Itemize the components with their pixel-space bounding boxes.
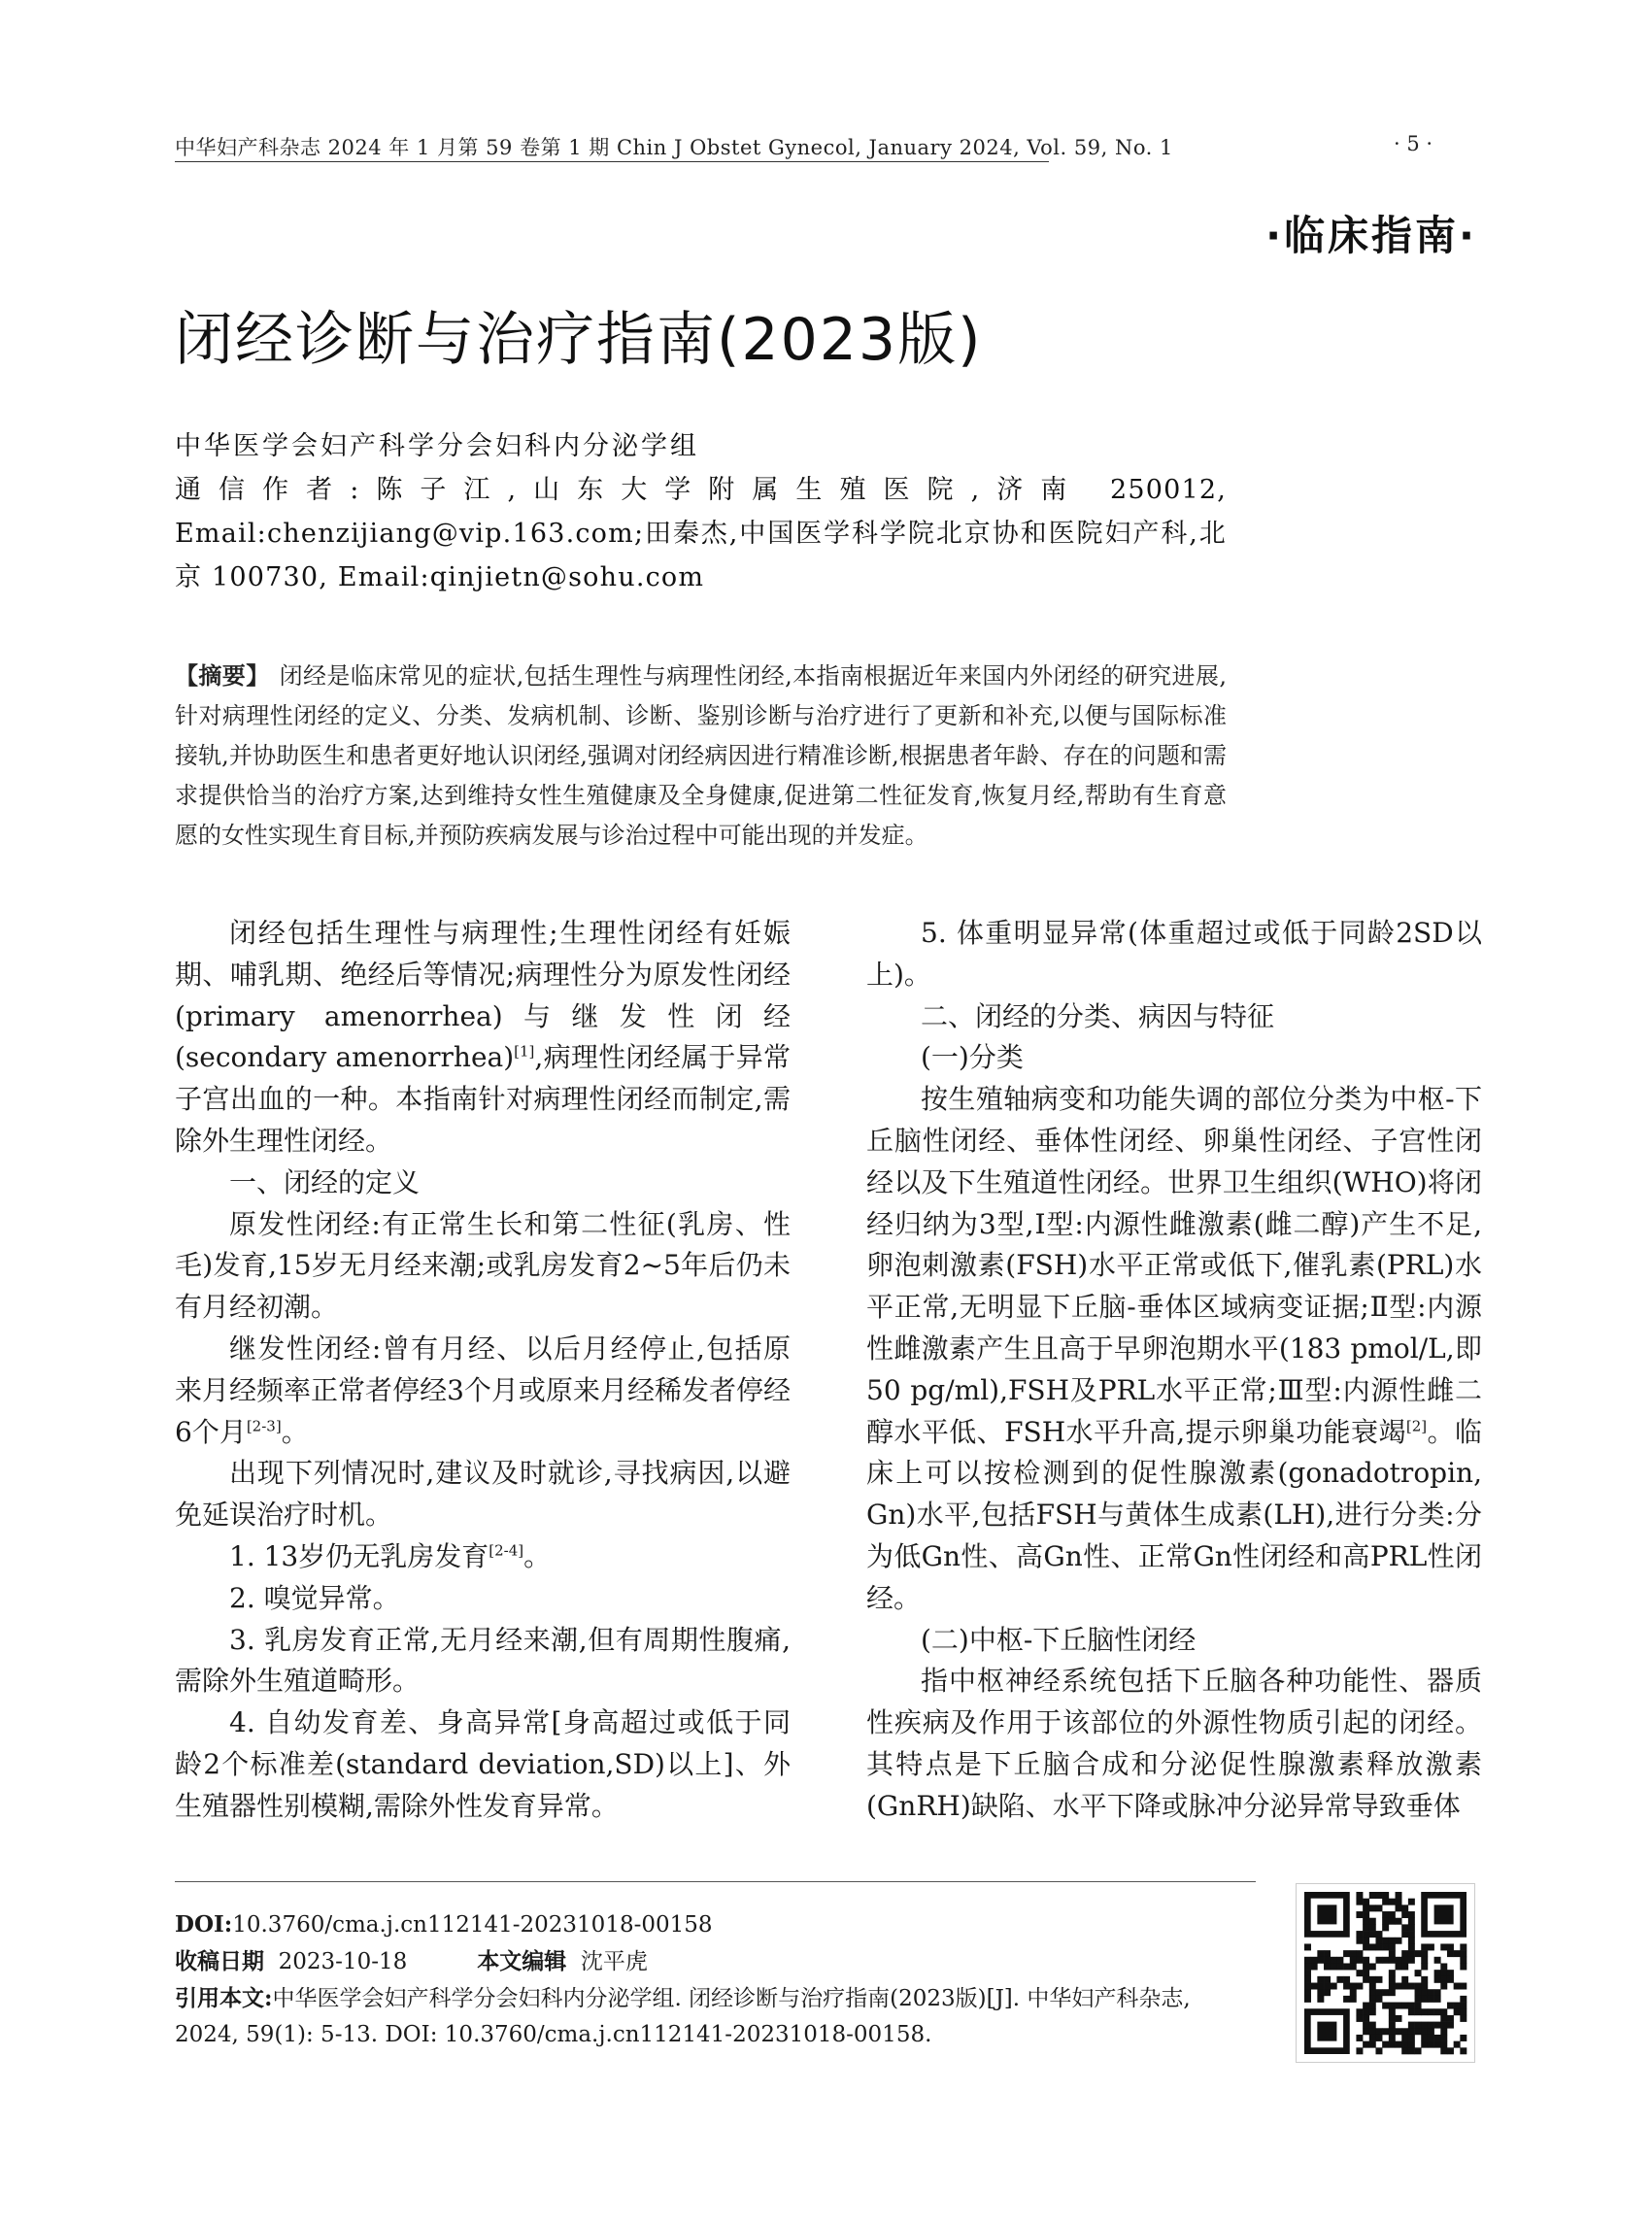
footer-rule [175,1881,1256,1882]
paragraph: 指中枢神经系统包括下丘脑各种功能性、器质性疾病及作用于该部位的外源性物质引起的闭经。其特点是下丘脑合成和分泌促性腺激素释放激素(GnRH)缺陷、水平下降或脉冲分泌异常导致垂体 [866,1665,1482,1822]
paragraph: 继发性闭经:曾有月经、以后月经停止,包括原来月经频率正常者停经3个月或原来月经稀发者停经6个月[2-3]。 [175,1332,791,1448]
citation: [2-3] [246,1417,282,1435]
section-heading: 二、闭经的分类、病因与特征 [921,999,1275,1032]
abstract-label: 【摘要】 [175,661,270,690]
citation-line: 引用本文:中华医学会妇产科学分会妇科内分泌学组. 闭经诊断与治疗指南(2023版)[J]. 中华妇产科杂志, 2024, 59(1): 5-13. DOI: 10.3760/cma.j.cn112141-20231018-00158. [175,1985,1191,2047]
paragraph: 闭经包括生理性与病理性;生理性闭经有妊娠期、哺乳期、绝经后等情况;病理性分为原发性闭经(primary amenorrhea)与继发性闭经(secondary amenorrhea)[1],病理性闭经属于异常子宫出血的一种。本指南针对病理性闭经而制定,需除外生理性闭经。 [175,917,791,1157]
paragraph: 出现下列情况时,建议及时就诊,寻找病因,以避免延误治疗时机。 [175,1457,791,1532]
body-column-right [866,913,1482,1828]
doi-line: DOI:10.3760/cma.j.cn112141-20231018-00158 [175,1911,713,1938]
paragraph: 原发性闭经:有正常生长和第二性征(乳房、性毛)发育,15岁无月经来潮;或乳房发育2~5年后仍未有月经初潮。 [175,1207,791,1324]
qr-code-image [1297,1884,1474,2062]
subsection-heading: (一)分类 [921,1041,1024,1074]
author-group: 中华医学会妇产科学分会妇科内分泌学组 [175,431,699,461]
page-number: · 5 · [1394,132,1433,155]
citation: [1] [514,1043,535,1062]
citation: [2-4] [489,1541,524,1560]
list-item: 4. 自幼发育差、身高异常[身高超过或低于同龄2个标准差(standard deviation,SD)以上]、外生殖器性别模糊,需除外性发育异常。 [175,1706,791,1822]
list-item: 5. 体重明显异常(体重超过或低于同龄2SD以上)。 [866,917,1482,991]
abstract [175,656,1227,856]
section-heading: 一、闭经的定义 [229,1165,421,1198]
list-item: 2. 嗅觉异常。 [229,1581,400,1614]
footer-notes [175,1906,1256,2053]
paragraph: 按生殖轴病变和功能失调的部位分类为中枢-下丘脑性闭经、垂体性闭经、卵巢性闭经、子宫性闭经以及下生殖道性闭经。世界卫生组织(WHO)将闭经归纳为3型,Ⅰ型:内源性雌激素(雌二醇)产生不足,卵泡刺激素(FSH)水平正常或低下,催乳素(PRL)水平正常,无明显下丘脑-垂体区域病变证据;Ⅱ型:内源性雌激素产生且高于早卵泡期水平(183 pmol/L,即50 pg/ml),FSH及PRL水平正常;Ⅲ型:内源性雌二醇水平低、FSH水平升高,提示卵巢功能衰竭[2]。临床上可以按检测到的促性腺激素(gonadotropin, Gn)水平,包括FSH与黄体生成素(LH),进行分类:分为低Gn性、高Gn性、正常Gn性闭经和高PRL性闭经。 [866,1083,1482,1614]
list-item: 1. 13岁仍无乳房发育[2-4]。 [229,1539,552,1572]
running-head: 中华妇产科杂志 2024 年 1 月第 59 卷第 1 期 Chin J Obstet Gynecol, January 2024, Vol. 59, No. 1 [175,136,1173,159]
header-rule [175,161,1049,162]
doi-link[interactable]: 10.3760/cma.j.cn112141-20231018-00158 [232,1912,713,1938]
correspondence: 通信作者:陈子江,山东大学附属生殖医院,济南 250012, Email:chenzijiang@vip.163.com;田秦杰,中国医学科学院北京协和医院妇产科,北京 100730, Email:qinjietn@sohu.com [175,475,1227,592]
article-title: 闭经诊断与治疗指南(2023版) [175,306,983,374]
body-column-left [175,913,791,1828]
qr-code[interactable] [1296,1883,1475,2063]
list-item: 3. 乳房发育正常,无月经来潮,但有周期性腹痛,需除外生殖道畸形。 [175,1623,791,1698]
subsection-heading: (二)中枢-下丘脑性闭经 [921,1623,1197,1656]
section-label: ·临床指南· [1265,212,1477,259]
abstract-text: 闭经是临床常见的症状,包括生理性与病理性闭经,本指南根据近年来国内外闭经的研究进展,针对病理性闭经的定义、分类、发病机制、诊断、鉴别诊断与治疗进行了更新和补充,以便与国际标准接轨,并协助医生和患者更好地认识闭经,强调对闭经病因进行精准诊断,根据患者年龄、存在的问题和需求提供恰当的治疗方案,达到维持女性生殖健康及全身健康,促进第二性征发育,恢复月经,帮助有生育意愿的女性实现生育目标,并预防疾病发展与诊治过程中可能出现的并发症。 [175,662,1227,849]
dates-line: 收稿日期 2023-10-18 本文编辑 沈平虎 [175,1948,648,1974]
citation: [2] [1405,1417,1428,1435]
